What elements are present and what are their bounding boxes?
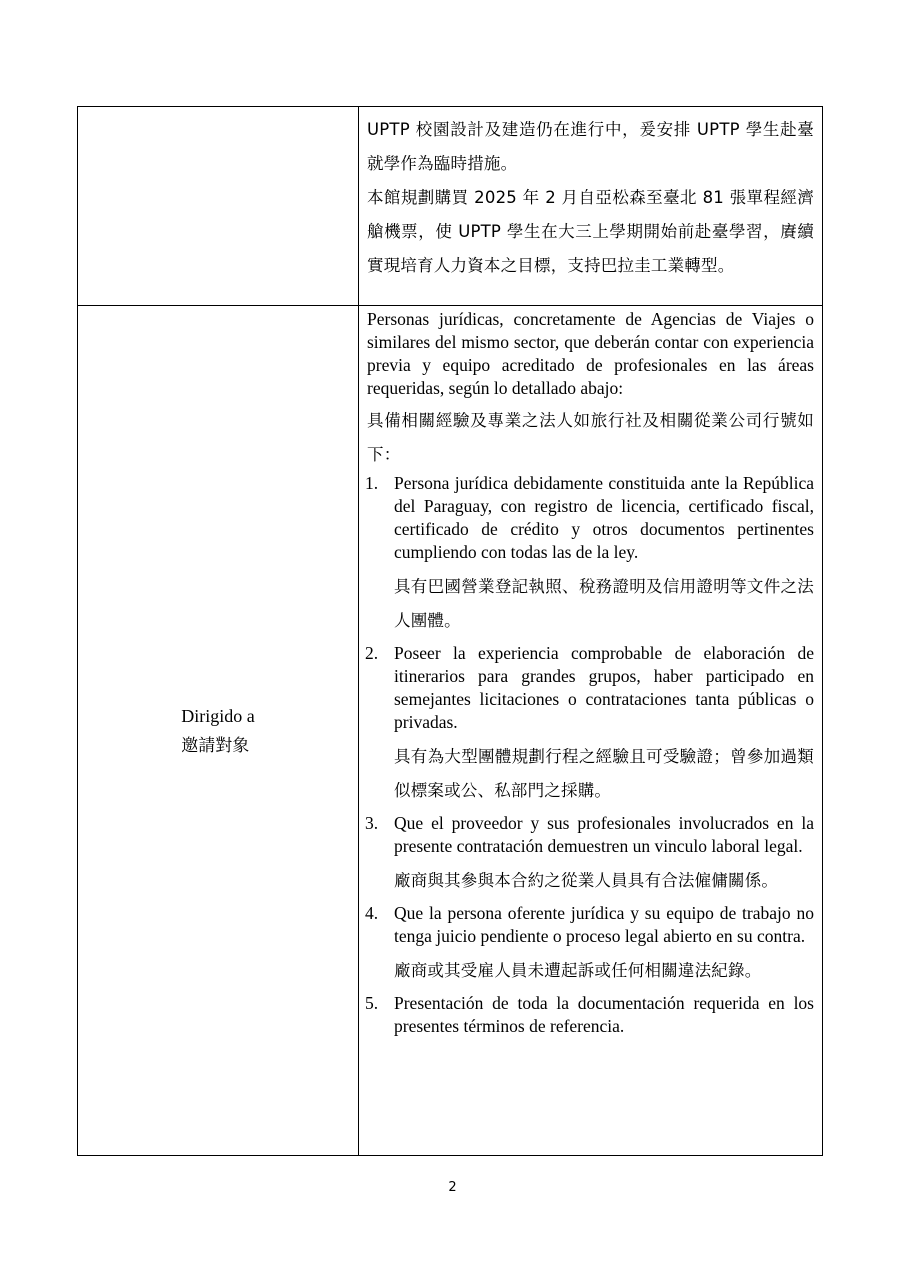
intro-spanish: Personas jurídicas, concretamente de Agencias de Viajes o similares del mismo sector, que deberán contar con experiencia previa y equipo acreditado de profesionales en las áreas requeridas, según lo detallado abajo: — [367, 309, 814, 398]
item-spanish: Poseer la experiencia comprobable de elaboración de itinerarios para grandes grupos, haber participado en semejantes licitaciones o contrataciones tanta públicas o privadas. — [394, 643, 814, 732]
list-item — [367, 472, 814, 638]
row1-paragraph-2: 本館規劃購買 2025 年 2 月自亞松森至臺北 81 張單程經濟艙機票，使 UPTP 學生在大三上學期開始前赴臺學習，賡續實現培育人力資本之目標，支持巴拉圭工業轉型。 — [367, 188, 814, 275]
item-spanish: Que la persona oferente jurídica y su equipo de trabajo no tenga juicio pendiente o proceso legal abierto en su contra. — [394, 903, 814, 946]
row2-label-cell — [78, 306, 359, 1156]
item-number: 4. — [365, 903, 379, 923]
item-chinese: 廠商與其參與本合約之從業人員具有合法僱傭關係。 — [394, 871, 779, 890]
item-number: 1. — [365, 473, 379, 493]
row-label-chinese: 邀請對象 — [181, 735, 250, 756]
intro-chinese: 具備相關經驗及專業之法人如旅行社及相關從業公司行號如下： — [367, 411, 814, 464]
row1-label-cell — [78, 107, 359, 306]
item-chinese: 廠商或其受雇人員未遭起訴或任何相關違法紀錄。 — [394, 961, 762, 980]
item-number: 2. — [365, 643, 379, 663]
list-item — [367, 642, 814, 808]
item-spanish: Presentación de toda la documentación requerida en los presentes términos de referencia. — [394, 993, 814, 1036]
table-row — [78, 107, 823, 306]
list-item — [367, 902, 814, 988]
row1-paragraph-1: UPTP 校園設計及建造仍在進行中，爰安排 UPTP 學生赴臺就學作為臨時措施。 — [367, 120, 814, 173]
item-spanish: Que el proveedor y sus profesionales involucrados en la presente contratación demuestren un vinculo laboral legal. — [394, 813, 814, 856]
row1-content-cell — [359, 107, 823, 306]
item-chinese: 具有巴國營業登記執照、稅務證明及信用證明等文件之法人團體。 — [394, 577, 814, 630]
row-label-spanish: Dirigido a — [181, 705, 255, 726]
list-item — [367, 992, 814, 1038]
requirements-list — [367, 472, 814, 1038]
terms-table — [77, 106, 823, 1156]
page-number: 2 — [448, 1180, 457, 1195]
row2-content-cell — [359, 306, 823, 1156]
item-number: 5. — [365, 993, 379, 1013]
list-item — [367, 812, 814, 898]
item-chinese: 具有為大型團體規劃行程之經驗且可受驗證；曾參加過類似標案或公、私部門之採購。 — [394, 747, 814, 800]
item-number: 3. — [365, 813, 379, 833]
table-row — [78, 306, 823, 1156]
item-spanish: Persona jurídica debidamente constituida ante la República del Paraguay, con registro de licencia, certificado fiscal, certificado de crédito y otros documentos pertinentes cumpliendo con todas las de la ley. — [394, 473, 814, 562]
